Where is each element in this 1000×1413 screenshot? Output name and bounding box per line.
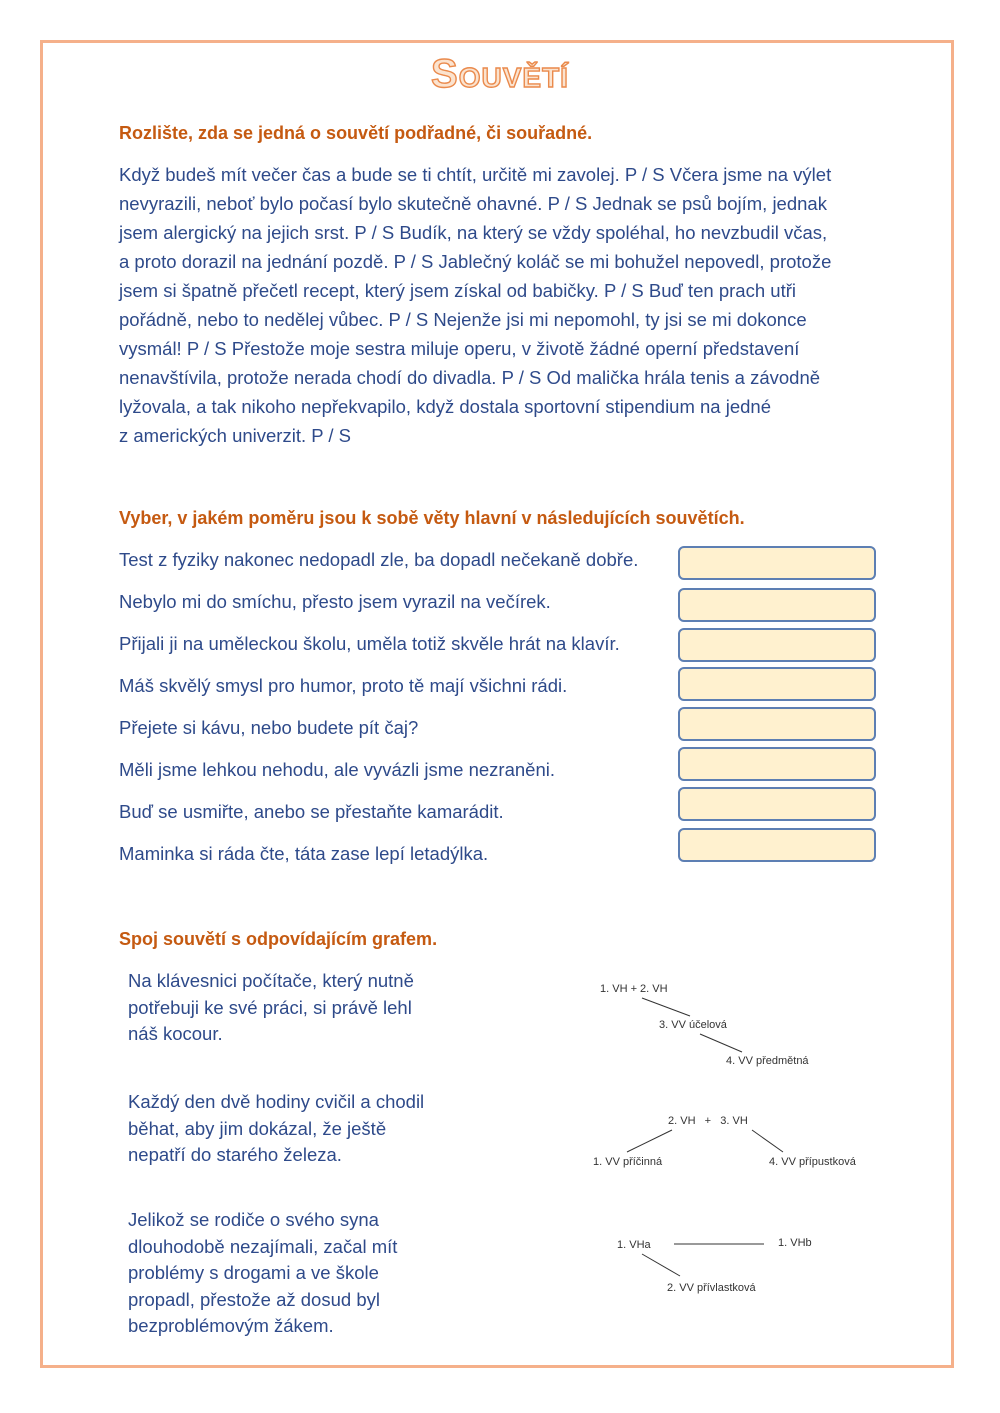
- match-line: nepatří do starého železa.: [128, 1144, 342, 1165]
- sentence-3: Přijali ji na uměleckou školu, uměla totiž skvěle hrát na klavír.: [119, 633, 620, 654]
- sentence-7: Buď se usmiřte, anebo se přestaňte kamarádit.: [119, 801, 504, 822]
- graph2-node-top: 2. VH + 3. VH: [668, 1115, 748, 1127]
- graph-2[interactable]: [593, 1115, 857, 1168]
- paragraph-line: z amerických univerzit. P / S: [119, 425, 352, 446]
- sentence-8: Maminka si ráda čte, táta zase lepí letadýlka.: [119, 843, 489, 864]
- match-line: Na klávesnici počítače, který nutně: [128, 970, 414, 991]
- graph3-node-a: 1. VHa: [617, 1239, 651, 1251]
- paragraph-line: jsem alergický na jejich srst. P / S Budík, na který se vždy spoléhal, ho nevzbudil včas,: [119, 222, 828, 243]
- paragraph-line: nevyrazili, neboť bylo počasí bylo skutečně ohavné. P / S Jednak se psů bojím, jednak: [119, 193, 827, 214]
- graph-1[interactable]: [600, 983, 809, 1067]
- graph-3[interactable]: [617, 1237, 812, 1294]
- match-line: potřebuji ke své práci, si právě lehl: [128, 996, 412, 1018]
- paragraph-line: lyžovala, a tak nikoho nepřekvapilo, když dostala sportovní stipendium na jedné: [119, 396, 771, 417]
- paragraph-line: nenavštívila, protože nerada chodí do divadla. P / S Od malička hrála tenis a závodně: [119, 367, 821, 388]
- graph3-node-b: 1. VHb: [778, 1237, 812, 1249]
- match-line: propadl, přestože až dosud byl: [128, 1288, 380, 1310]
- section3-heading: Spoj souvětí s odpovídajícím grafem.: [119, 929, 438, 949]
- page-title: Souvětí: [431, 52, 569, 96]
- match-line: náš kocour.: [128, 1023, 223, 1044]
- section2-heading: Vyber, v jakém poměru jsou k sobě věty hlavní v následujících souvětích.: [119, 508, 745, 528]
- graph1-node-c: 4. VV předmětná: [726, 1055, 809, 1067]
- sentence-4: Máš skvělý smysl pro humor, proto tě mají všichni rádi.: [119, 675, 568, 696]
- graph2-edge: [752, 1130, 783, 1152]
- section1-heading: Rozlište, zda se jedná o souvětí podřadné, či souřadné.: [119, 123, 593, 143]
- graph3-node-c: 2. VV přívlastková: [667, 1282, 756, 1294]
- paragraph-line: jsem si špatně přečetl recept, který jsem získal od babičky. P / S Buď ten prach utři: [119, 280, 796, 301]
- match-line: bezproblémovým žákem.: [128, 1315, 334, 1336]
- graph2-node-left: 1. VV příčinná: [593, 1156, 663, 1168]
- paragraph-line: a proto dorazil na jednání pozdě. P / S Jablečný koláč se mi bohužel nepovedl, protože: [119, 251, 832, 272]
- paragraph-line: pořádně, nebo to nedělej vůbec. P / S Nejenže jsi mi nepomohl, ty jsi se mi dokonce: [119, 309, 807, 330]
- graph2-node-right: 4. VV přípustková: [769, 1156, 856, 1168]
- graph1-node-b: 3. VV účelová: [659, 1019, 727, 1031]
- match-line: Jelikož se rodiče o svého syna: [128, 1209, 379, 1230]
- sentence-1: Test z fyziky nakonec nedopadl zle, ba dopadl nečekaně dobře.: [119, 549, 639, 570]
- sentence-5: Přejete si kávu, nebo budete pít čaj?: [119, 717, 419, 738]
- sentence-6: Měli jsme lehkou nehodu, ale vyvázli jsme nezraněni.: [119, 759, 555, 780]
- graph2-edge: [627, 1130, 672, 1152]
- paragraph-line: Když budeš mít večer čas a bude se ti chtít, určitě mi zavolej. P / S Včera jsme na výlet: [119, 164, 832, 185]
- graph1-edge: [700, 1034, 742, 1052]
- match-line: problémy s drogami a ve škole: [128, 1262, 379, 1283]
- match-line: Každý den dvě hodiny cvičil a chodil: [128, 1091, 425, 1112]
- graph1-edge: [642, 998, 690, 1016]
- match-line: dlouhodobě nezajímali, začal mít: [128, 1235, 398, 1257]
- paragraph-line: vysmál! P / S Přestože moje sestra miluje operu, v životě žádné operní představení: [119, 338, 800, 359]
- sentence-2: Nebylo mi do smíchu, přesto jsem vyrazil na večírek.: [119, 591, 551, 612]
- match-line: běhat, aby jim dokázal, že ještě: [128, 1117, 387, 1139]
- graph1-node-a: 1. VH + 2. VH: [600, 983, 668, 995]
- graph3-edge: [642, 1254, 680, 1276]
